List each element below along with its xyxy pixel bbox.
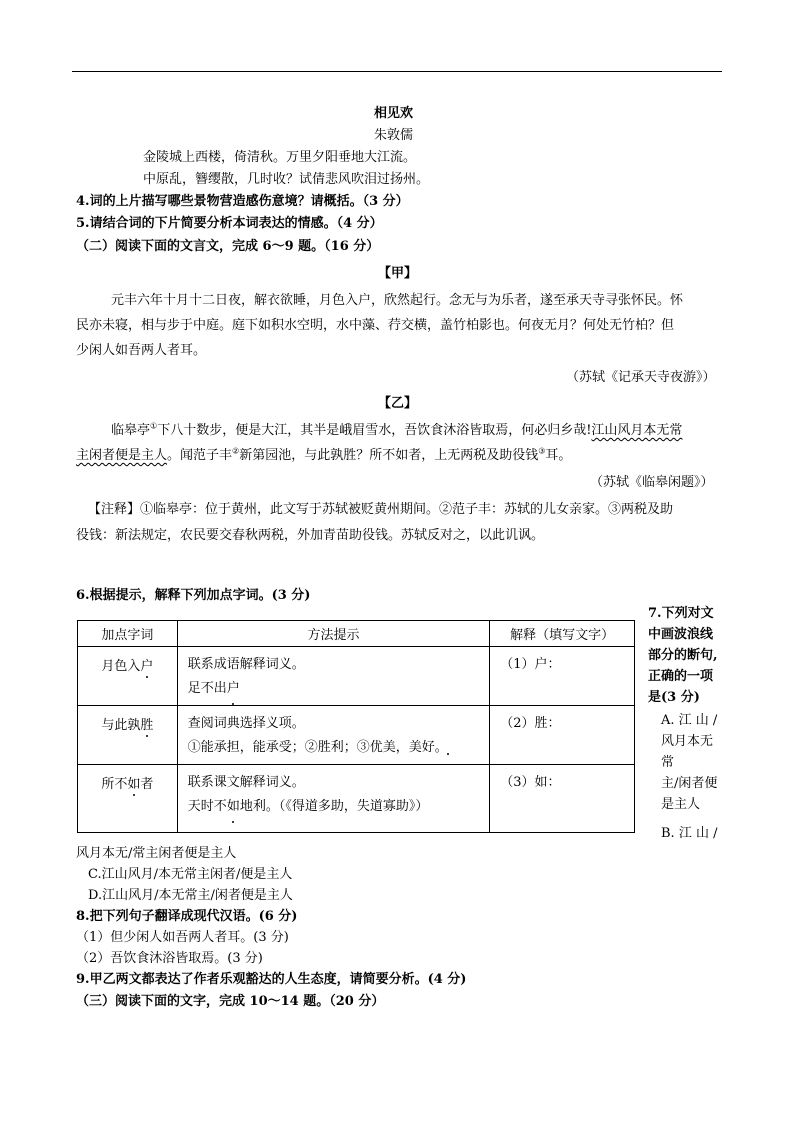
footnote-ref-3: ③ bbox=[538, 446, 546, 456]
word-text: 月色入 bbox=[101, 659, 141, 674]
question-8-sentence-1: （1）但少闲人如吾两人者耳。(3 分) bbox=[76, 930, 289, 945]
table-header-row bbox=[78, 621, 635, 647]
footnote-ref-1: ① bbox=[150, 421, 158, 431]
dotted-char: 胜 bbox=[140, 714, 153, 733]
method-text: 天时不 bbox=[187, 799, 227, 814]
question-7-option-b-start[interactable]: B. 江 山 / bbox=[661, 826, 718, 841]
method-line: 联系成语解释词义。 bbox=[187, 657, 305, 672]
question-7-text: 正确的一项 bbox=[648, 669, 714, 684]
question-6-title: 6.根据提示，解释下列加点字词。(3 分) bbox=[76, 588, 311, 603]
option-a-line: 主/闲者便 bbox=[661, 776, 718, 791]
option-a-line: A. 江 山 / bbox=[661, 713, 718, 728]
notes-line-2: 役钱：新法规定，农民要交春秋两税，外加青苗助役钱。苏轼反对之，以此讥讽。 bbox=[76, 528, 545, 543]
table-cell-answer[interactable] bbox=[490, 706, 635, 765]
table-row bbox=[78, 765, 635, 833]
passage-yi-source: （苏轼《临皋闲题》） bbox=[590, 475, 714, 490]
method-line: 查阅词典选择义项。 bbox=[187, 716, 305, 731]
answer-label: （1）户： bbox=[500, 657, 561, 672]
header-rule bbox=[72, 71, 722, 72]
passage-yi-heading: 【乙】 bbox=[378, 396, 418, 411]
word-text: 者 bbox=[140, 777, 154, 792]
dotted-char: 户 bbox=[140, 655, 153, 674]
answer-label: （2）胜： bbox=[500, 716, 561, 731]
question-7-option-c[interactable]: C.江山风月/本无常主闲者/便是主人 bbox=[88, 867, 293, 882]
question-7-title bbox=[648, 603, 724, 708]
passage-yi-text: 。闻范子丰 bbox=[167, 448, 233, 463]
table-cell-word bbox=[78, 647, 178, 706]
table-header-cell: 加点字词 bbox=[78, 621, 178, 647]
table-row bbox=[78, 706, 635, 765]
table-cell-method bbox=[177, 765, 489, 833]
poem-line-2: 中原乱，簪缨散，几时收？试倩悲风吹泪过扬州。 bbox=[143, 172, 430, 187]
question-4: 4.词的上片描写哪些景物营造感伤意境？请概括。（3 分） bbox=[76, 194, 409, 209]
table-header-cell: 方法提示 bbox=[177, 621, 489, 647]
table-header-cell: 解释（填写文字） bbox=[490, 621, 635, 647]
table-cell-method bbox=[177, 647, 489, 706]
question-7-option-b-cont[interactable]: 风月本无/常主闲者便是主人 bbox=[76, 846, 237, 861]
method-line bbox=[188, 677, 489, 701]
method-line bbox=[188, 736, 489, 760]
table-cell-answer[interactable] bbox=[490, 647, 635, 706]
passage-yi-text: 下八十数步，便是大江，其半是峨眉雪水，吾饮食沐浴皆取焉，何必归乡哉! bbox=[157, 423, 592, 438]
method-line: 联系课文解释词义。 bbox=[187, 775, 305, 790]
table-cell-answer[interactable] bbox=[490, 765, 635, 833]
method-line bbox=[188, 795, 489, 819]
section-2-heading: （二）阅读下面的文言文，完成 6～9 题。（16 分） bbox=[76, 239, 380, 254]
passage-yi-text: 临皋亭 bbox=[111, 423, 151, 438]
wavy-underlined-text: 主闲者便是主人 bbox=[76, 448, 168, 463]
passage-jia-heading: 【甲】 bbox=[378, 266, 418, 281]
poem-line-1: 金陵城上西楼，倚清秋。万里夕阳垂地大江流。 bbox=[143, 150, 417, 165]
question-7-option-a[interactable] bbox=[661, 710, 724, 815]
question-7-line bbox=[648, 666, 724, 687]
passage-yi-line-1 bbox=[111, 419, 682, 438]
table-cell-word bbox=[78, 706, 178, 765]
dotted-char: 户 bbox=[227, 677, 240, 701]
method-text: ①能承担，能承受；②胜利；③优美，美好。 bbox=[187, 740, 448, 755]
question-8-sentence-2: （2）吾饮食沐浴皆取焉。(3 分) bbox=[76, 951, 263, 966]
passage-jia-line-1: 元丰六年十月十二日夜，解衣欲睡，月色入户，欣然起行。念无与为乐者，遂至承天寺寻张怀民。怀 bbox=[111, 293, 684, 308]
dotted-char: 如 bbox=[227, 795, 240, 819]
passage-jia-source: （苏轼《记承天寺夜游》） bbox=[566, 370, 716, 385]
question-7-line: 中画波浪线 bbox=[648, 627, 714, 642]
question-7-option-d[interactable]: D.江山风月/本无常主/闲者便是主人 bbox=[88, 888, 293, 903]
question-6-table bbox=[77, 620, 635, 833]
question-9: 9.甲乙两文都表达了作者乐观豁达的人生态度，请简要分析。(4 分) bbox=[76, 972, 467, 987]
passage-yi-text: 新第园池，与此孰胜？所不如者，上无两税及助役钱 bbox=[239, 448, 539, 463]
passage-jia-line-3: 少闲人如吾两人者耳。 bbox=[76, 343, 207, 358]
wavy-underlined-text: 江山风月本无常 bbox=[591, 423, 683, 438]
passage-yi-text: 耳。 bbox=[545, 448, 572, 463]
method-text: 足不出 bbox=[187, 681, 227, 696]
question-7-line: 部分的断句, bbox=[648, 648, 718, 663]
passage-jia-line-2: 民亦未寝，相与步于中庭。庭下如积水空明，水中藻、荇交横，盖竹柏影也。何夜无月？何处无竹柏？但 bbox=[76, 318, 675, 333]
question-7-line: 是(3 分) bbox=[648, 690, 700, 705]
table-row bbox=[78, 647, 635, 706]
notes-line-1: 【注释】①临皋亭：位于黄州，此文写于苏轼被贬黄州期间。②范子丰：苏轼的儿女亲家。③两税及助 bbox=[88, 502, 674, 517]
footnote-ref-2: ② bbox=[232, 446, 240, 456]
section-3-heading: （三）阅读下面的文字，完成 10～14 题。（20 分） bbox=[76, 994, 385, 1009]
question-7-line: 7.下列对文 bbox=[648, 606, 714, 621]
poem-author: 朱敦儒 bbox=[374, 128, 414, 143]
method-text: 地利。（《得道多助，失道寡助》） bbox=[239, 799, 429, 814]
table-cell-word bbox=[78, 765, 178, 833]
question-5: 5.请结合词的下片简要分析本词表达的情感。（4 分） bbox=[76, 216, 383, 231]
answer-label: （3）如： bbox=[500, 775, 561, 790]
option-a-line: 是主人 bbox=[661, 797, 701, 812]
passage-yi-line-2 bbox=[76, 444, 571, 463]
question-8-title: 8.把下列句子翻译成现代汉语。(6 分) bbox=[76, 909, 298, 924]
word-text: 与此孰 bbox=[101, 718, 141, 733]
table-cell-method bbox=[177, 706, 489, 765]
option-a-line: 风月本无常 bbox=[661, 734, 714, 770]
word-text: 所不 bbox=[101, 777, 128, 792]
dotted-char: 如 bbox=[127, 773, 140, 792]
poem-title: 相见欢 bbox=[374, 106, 414, 121]
